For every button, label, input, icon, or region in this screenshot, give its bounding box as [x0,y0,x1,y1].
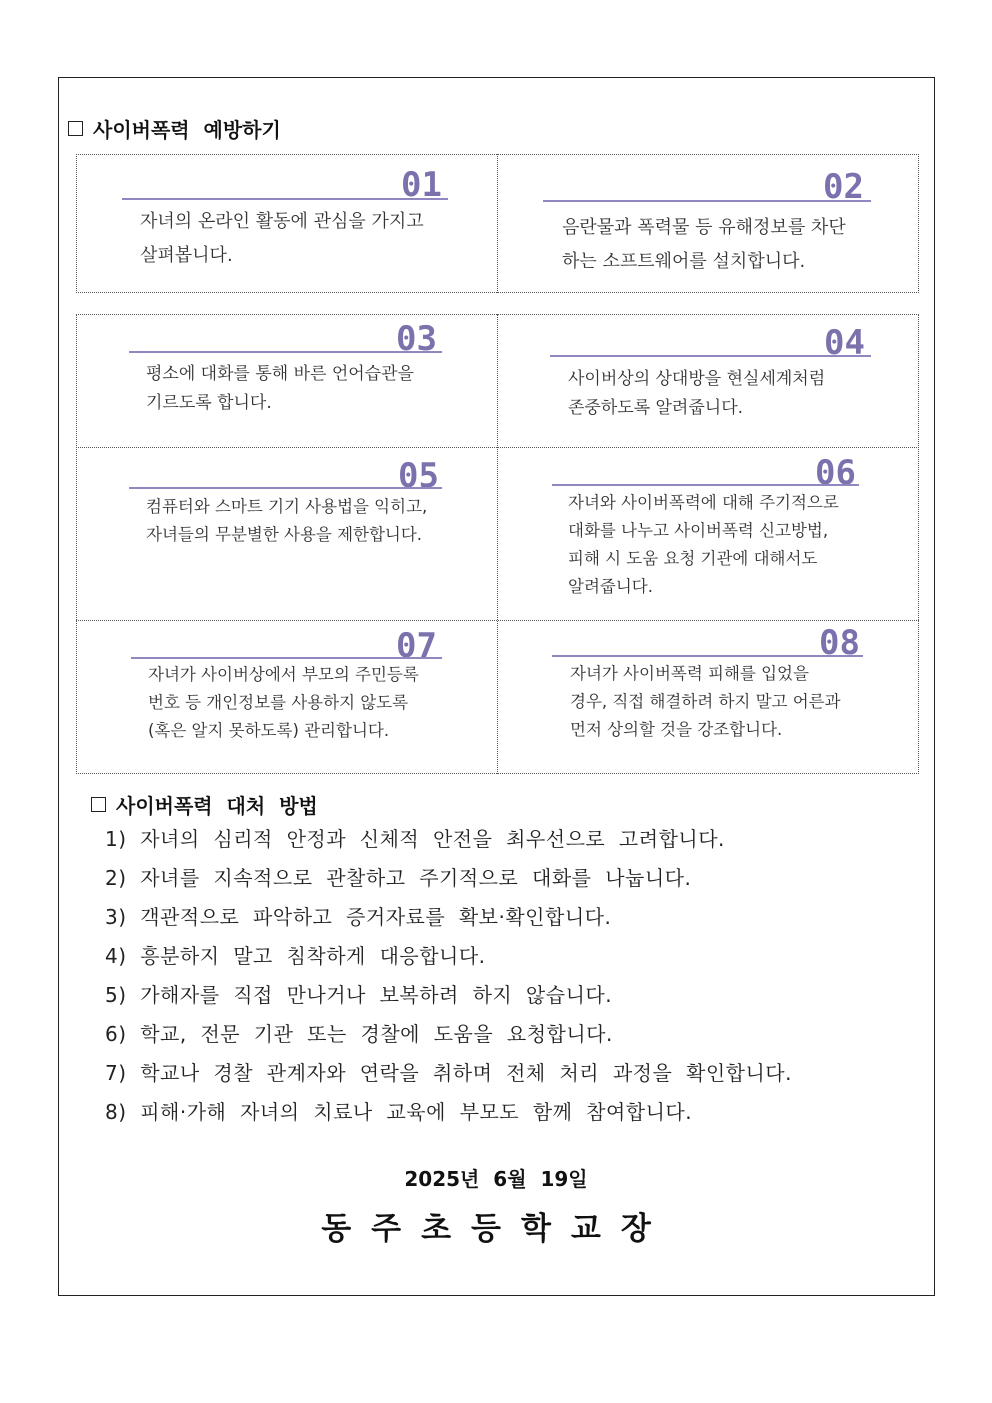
tip-text: 음란물과 폭력물 등 유해정보를 차단 하는 소프트웨어를 설치합니다. [562,217,846,272]
tip-number: 04 [824,323,865,363]
principal-signature: 동주초등학교장 [321,1211,671,1247]
prevention-heading [68,114,281,143]
tip-number: 07 [396,626,437,666]
divider [76,447,919,448]
list-item: 3) 객관적으로 파악하고 증거자료를 확보·확인합니다. [105,905,612,929]
divider [76,620,919,621]
response-steps-list [105,820,792,1132]
tip-text: 자녀가 사이버폭력 피해를 입었을 경우, 직접 해결하려 하지 말고 어른과 먼저 상의할 것을 강조합니다. [570,664,841,739]
underline-rule [131,657,442,659]
response-title: 사이버폭력 대처 방법 [116,794,318,818]
list-item: 4) 흥분하지 말고 침착하게 대응합니다. [105,944,486,968]
checkbox-icon [91,797,106,812]
underline-rule [129,487,442,489]
tip-number: 06 [815,453,856,493]
issue-date: 2025년 6월 19일 [404,1167,588,1191]
underline-rule [543,200,871,202]
underline-rule [552,655,863,657]
tip-number: 08 [819,623,860,663]
underline-rule [550,355,871,357]
list-item: 6) 학교, 전문 기관 또는 경찰에 도움을 요청합니다. [105,1022,613,1046]
list-item: 1) 자녀의 심리적 안정과 신체적 안전을 최우선으로 고려합니다. [105,827,725,851]
divider [497,314,498,774]
tip-text: 평소에 대화를 통해 바른 언어습관을 기르도록 합니다. [146,364,414,413]
tip-text: 자녀의 온라인 활동에 관심을 가지고 살펴봅니다. [140,211,424,266]
divider [497,154,498,293]
prevention-title: 사이버폭력 예방하기 [93,118,281,142]
underline-rule [129,351,442,353]
list-item: 2) 자녀를 지속적으로 관찰하고 주기적으로 대화를 나눕니다. [105,866,692,890]
tip-text: 사이버상의 상대방을 현실세계처럼 존중하도록 알려줍니다. [568,369,826,418]
response-heading [91,790,318,819]
tip-number: 03 [396,319,437,359]
underline-rule [122,198,448,200]
tip-text: 자녀가 사이버상에서 부모의 주민등록 번호 등 개인정보를 사용하지 않도록 (혹은 알지 못하도록) 관리합니다. [148,665,419,740]
tip-number: 02 [823,167,864,207]
tip-number: 05 [398,456,439,496]
list-item: 7) 학교나 경찰 관계자와 연락을 취하며 전체 처리 과정을 확인합니다. [105,1061,792,1085]
tip-number: 01 [401,165,442,205]
list-item: 5) 가해자를 직접 만나거나 보복하려 하지 않습니다. [105,983,613,1007]
list-item: 8) 피해·가해 자녀의 치료나 교육에 부모도 함께 참여합니다. [105,1100,693,1124]
checkbox-icon [68,121,83,136]
underline-rule [552,484,859,486]
tip-text: 컴퓨터와 스마트 기기 사용법을 익히고, 자녀들의 무분별한 사용을 제한합니다. [146,497,428,544]
tip-text: 자녀와 사이버폭력에 대해 주기적으로 대화를 나누고 사이버폭력 신고방법, 피해 시 도움 요청 기관에 대해서도 알려줍니다. [568,493,839,596]
